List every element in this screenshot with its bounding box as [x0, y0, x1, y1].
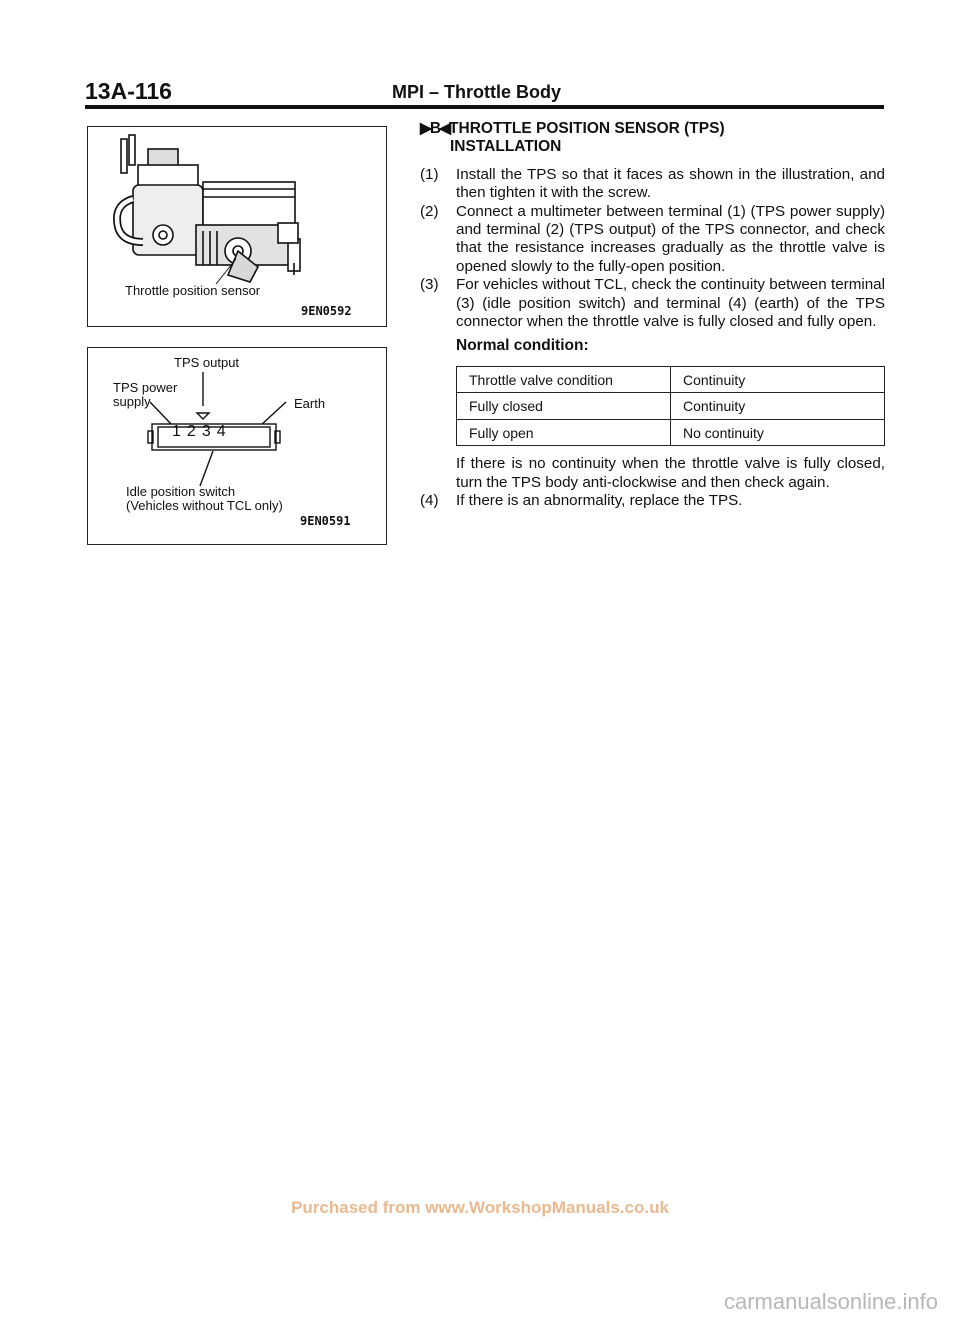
terminal-2: 2	[186, 423, 202, 440]
steps-list	[420, 166, 885, 332]
step-item	[420, 276, 885, 331]
site-watermark: carmanualsonline.info	[723, 1289, 938, 1314]
table-cell: Fully open	[457, 419, 671, 445]
page-header-title: MPI – Throttle Body	[392, 82, 562, 102]
table-header-cell: Throttle valve condition	[457, 366, 671, 392]
terminal-numbers	[172, 423, 232, 441]
step-item	[420, 203, 885, 277]
recheck-instruction: If there is no continuity when the throttle valve is fully closed, turn the TPS body anti-clockwise and then check again.	[456, 455, 885, 491]
step-text: Connect a multimeter between terminal (1) (TPS power supply) and terminal (2) (TPS output) of the TPS connector, and check that the resistance increases gradually as the throttle valve is opened slowly to the fully-open position.	[456, 202, 885, 275]
section-title-text: THROTTLE POSITION SENSOR (TPS)	[449, 120, 725, 137]
terminal-1: 1	[172, 423, 187, 440]
table-cell: Continuity	[671, 393, 885, 419]
table-row	[457, 419, 885, 445]
step-text: For vehicles without TCL, check the continuity between terminal (3) (idle position switch) and terminal (4) (earth) of the TPS connector when the throttle valve is fully closed and fully open.	[456, 276, 885, 331]
normal-condition-table	[456, 366, 885, 446]
tps-power-supply-label	[113, 381, 177, 409]
step-item	[420, 166, 885, 203]
step-number: (3)	[420, 276, 439, 294]
table-header-row	[457, 366, 885, 392]
tps-power-label-line1: TPS power	[113, 380, 178, 395]
step-text: If there is an abnormality, replace the TPS.	[456, 491, 743, 509]
tps-power-label-line2: supply	[113, 394, 151, 409]
step-number: (4)	[420, 491, 439, 509]
throttle-position-sensor-label: Throttle position sensor	[125, 283, 261, 298]
step-number: (1)	[420, 165, 439, 183]
table-cell: Fully closed	[457, 393, 671, 419]
figure-code: 9EN0592	[301, 304, 352, 318]
normal-condition-label: Normal condition:	[456, 337, 589, 355]
table-cell: No continuity	[671, 419, 885, 445]
step-text: Install the TPS so that it faces as shown in the illustration, and then tighten it with the screw.	[456, 165, 885, 202]
step-number: (2)	[420, 202, 439, 220]
idle-label-line1: Idle position switch	[126, 484, 236, 499]
throttle-body-figure	[87, 126, 387, 327]
header-rule	[85, 105, 884, 109]
figure-code: 9EN0591	[300, 514, 351, 528]
idle-label-line2: (Vehicles without TCL only)	[126, 498, 283, 513]
tps-connector-figure	[87, 347, 387, 545]
instruction-column	[420, 120, 885, 510]
tps-output-label: TPS output	[174, 355, 240, 370]
table-header-cell: Continuity	[671, 366, 885, 392]
terminal-4: 4	[216, 423, 232, 440]
step-item	[420, 492, 885, 510]
purchase-footer: Purchased from www.WorkshopManuals.co.uk	[291, 1198, 669, 1217]
section-title	[420, 120, 885, 157]
section-title-line1	[420, 120, 885, 138]
section-title-line2: INSTALLATION	[450, 138, 562, 156]
earth-label: Earth	[294, 396, 326, 411]
idle-position-switch-label	[126, 485, 283, 513]
terminal-3: 3	[201, 423, 217, 440]
reference-marker: ▶B◀	[420, 120, 450, 137]
page-number: 13A-116	[85, 78, 172, 104]
table-row	[457, 393, 885, 419]
